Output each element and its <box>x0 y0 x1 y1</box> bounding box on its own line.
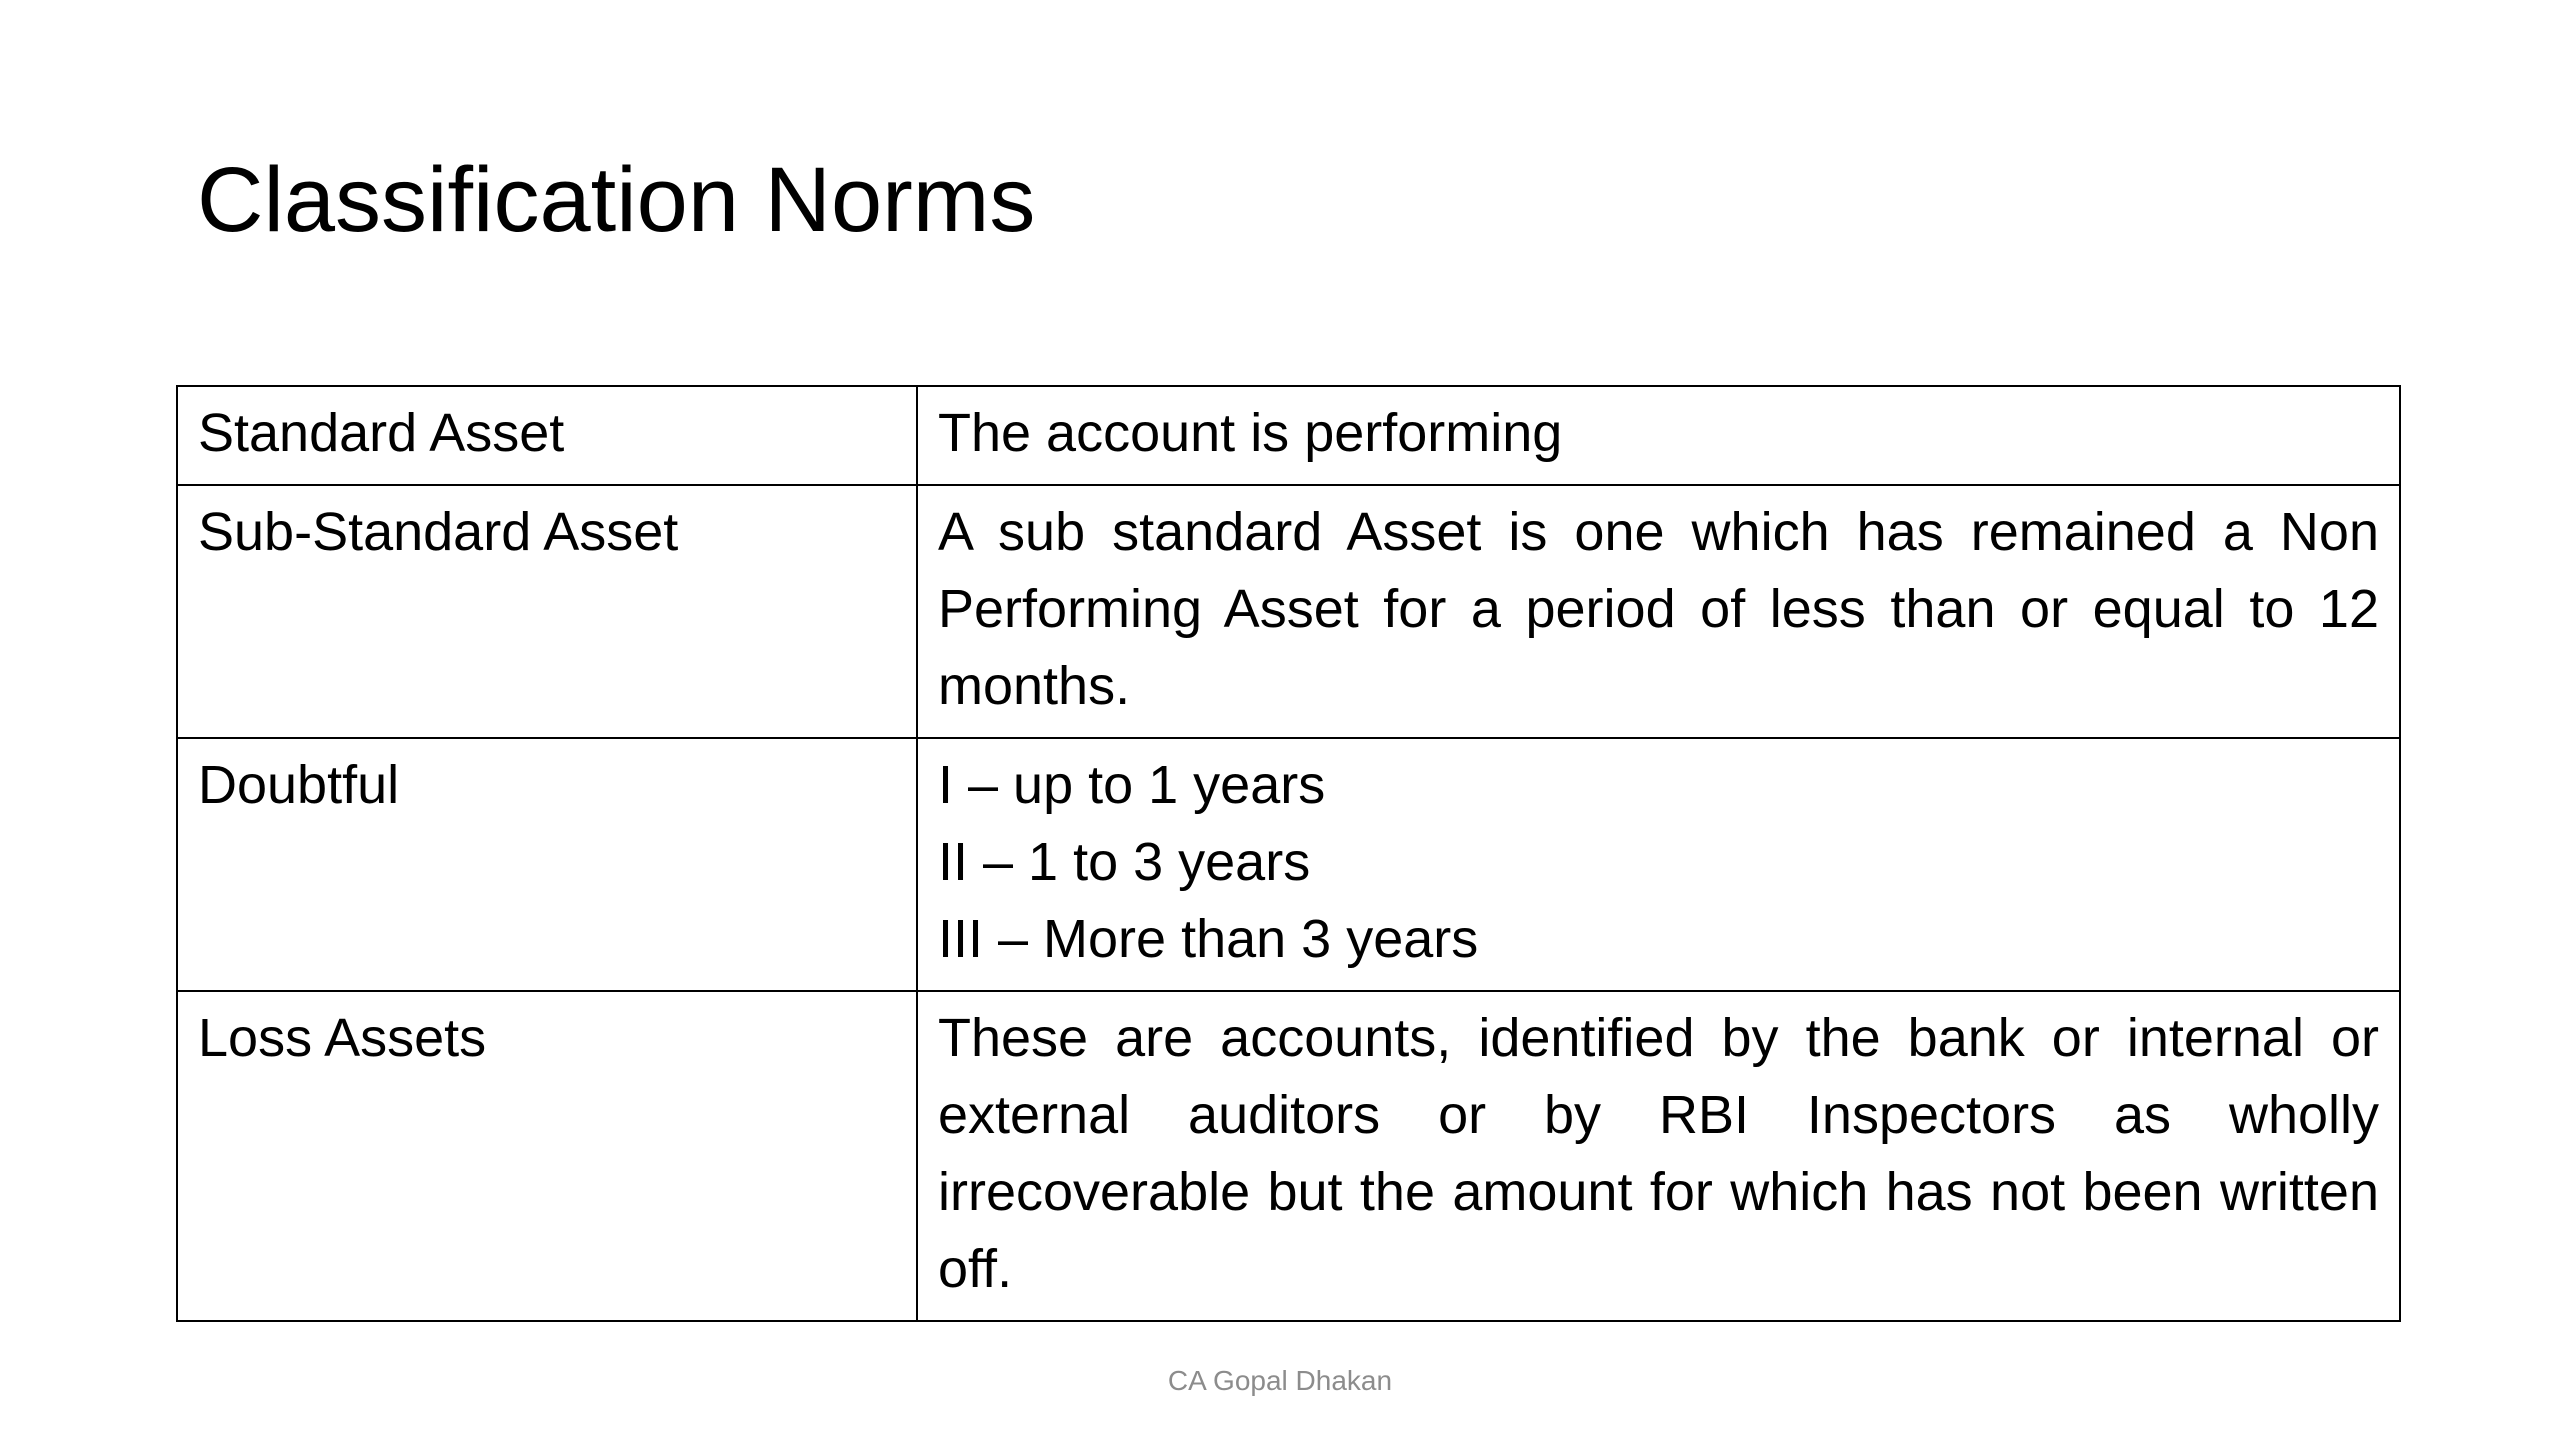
term-cell: Standard Asset <box>177 386 917 485</box>
term-cell: Doubtful <box>177 738 917 991</box>
definition-line: I – up to 1 years <box>938 755 1326 815</box>
table-row-standard-asset <box>177 386 2400 485</box>
definition-line: III – More than 3 years <box>938 909 1479 969</box>
table-row-sub-standard-asset <box>177 485 2400 738</box>
slide-title: Classification Norms <box>197 149 1036 251</box>
definition-cell <box>917 738 2400 991</box>
definition-cell: These are accounts, identified by the bank or internal or external auditors or by RBI Inspectors as wholly irrecoverable but the amount for which has not been written off. <box>917 991 2400 1321</box>
definition-line: II – 1 to 3 years <box>938 832 1311 892</box>
table-row-doubtful <box>177 738 2400 991</box>
table-row-loss-assets <box>177 991 2400 1321</box>
term-cell: Sub-Standard Asset <box>177 485 917 738</box>
definition-cell: The account is performing <box>917 386 2400 485</box>
classification-norms-table <box>176 385 2401 1322</box>
slide-footer: CA Gopal Dhakan <box>1167 1365 1393 1396</box>
definition-cell: A sub standard Asset is one which has remained a Non Performing Asset for a period of less than or equal to 12 months. <box>917 485 2400 738</box>
term-cell: Loss Assets <box>177 991 917 1321</box>
